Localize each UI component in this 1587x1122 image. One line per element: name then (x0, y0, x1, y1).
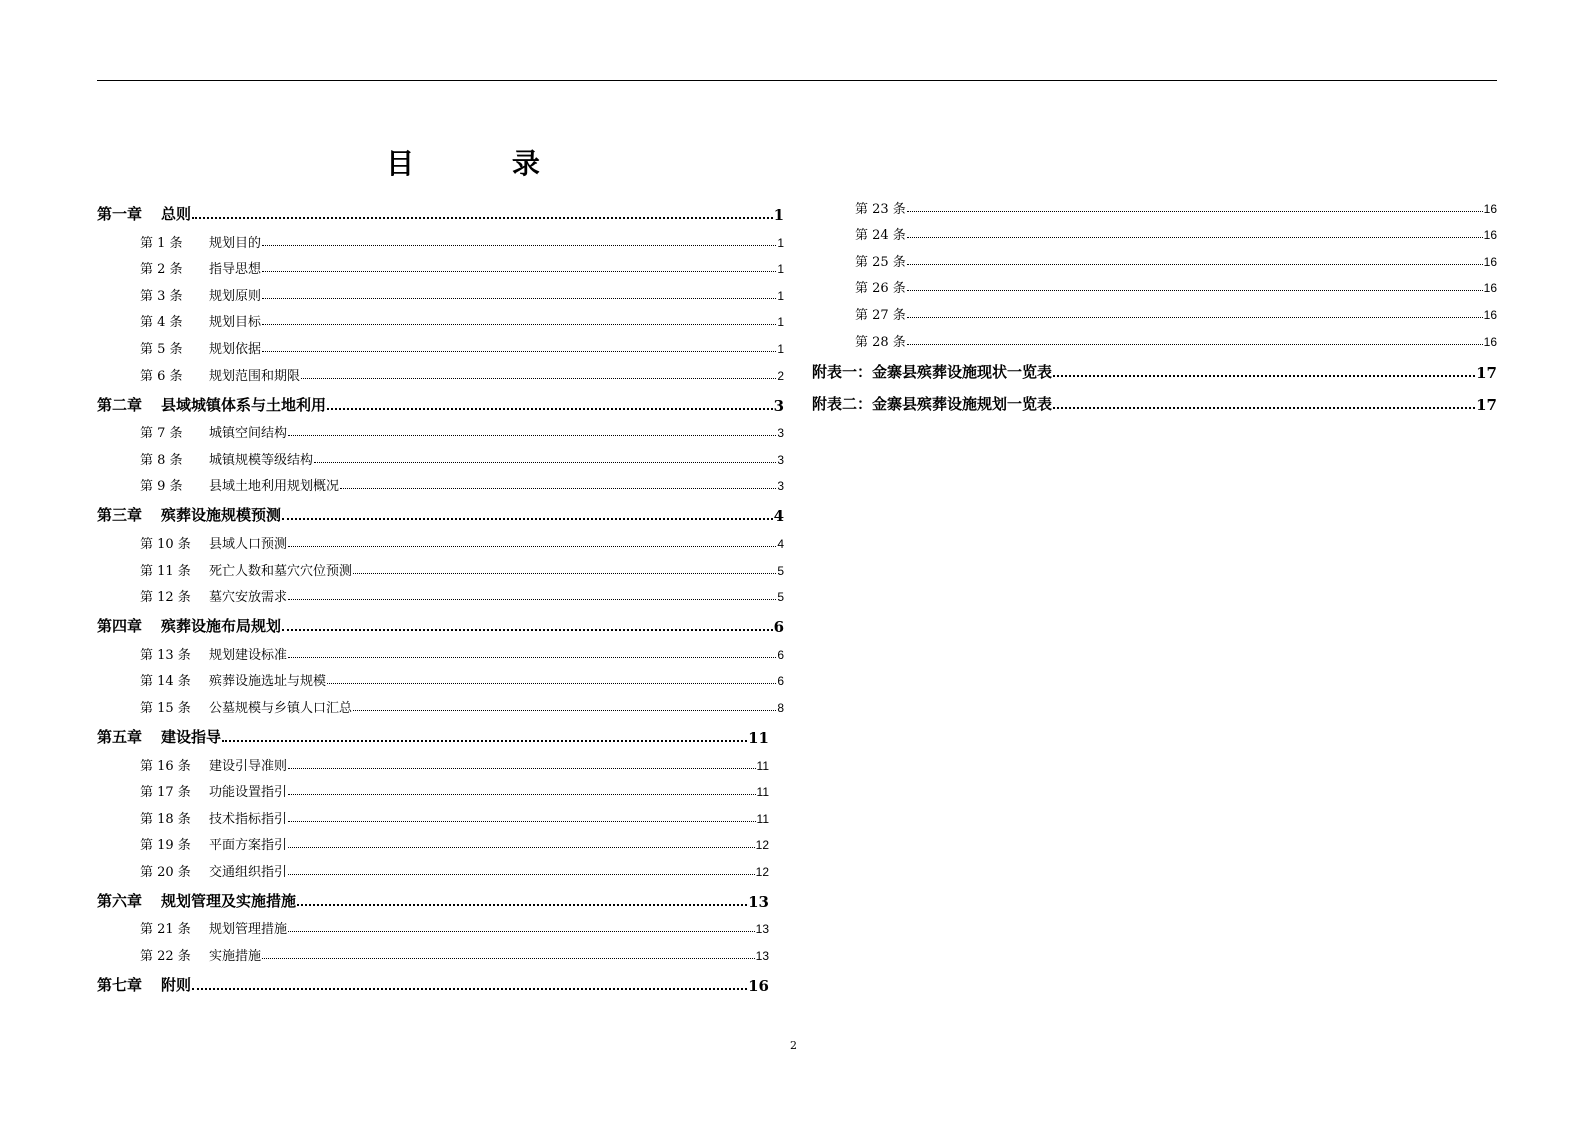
toc-entry-number: 第 18 条 (140, 811, 191, 827)
toc-entry-title: 交通组织指引 (209, 864, 288, 880)
dot-leader (282, 629, 773, 631)
toc-entry-number: 第 2 条 (140, 262, 183, 278)
toc-entry-page: 17 (1476, 363, 1497, 382)
toc-entry-page: 5 (777, 563, 784, 578)
toc-entry-number: 第六章 (97, 891, 143, 910)
toc-entry-page: 16 (1483, 228, 1497, 243)
toc-chapter-entry[interactable] (97, 608, 784, 636)
toc-entry-title: 县域人口预测 (209, 536, 288, 552)
toc-article-entry[interactable] (812, 296, 1497, 323)
dot-leader (288, 768, 756, 769)
toc-right-column (812, 190, 1497, 414)
dot-leader (327, 408, 773, 410)
dot-leader (353, 710, 776, 711)
toc-entry-number: 第 23 条 (855, 201, 906, 217)
toc-entry-page: 1 (777, 288, 784, 303)
toc-entry-title: 实施措施 (209, 949, 262, 965)
toc-article-entry[interactable] (97, 415, 784, 442)
toc-entry-page: 3 (777, 426, 784, 441)
toc-entry-page: 16 (748, 977, 769, 996)
dot-leader (297, 904, 747, 906)
toc-entry-page: 12 (755, 838, 769, 853)
toc-entry-title: 公墓规模与乡镇人口汇总 (209, 700, 353, 716)
dot-leader (288, 546, 776, 547)
toc-chapter-entry[interactable] (97, 719, 769, 747)
toc-chapter-entry[interactable] (97, 497, 784, 525)
toc-entry-title: 县域城镇体系与土地利用 (161, 395, 327, 414)
toc-entry-page: 1 (773, 206, 784, 224)
toc-entry-page: 2 (777, 368, 784, 383)
dot-leader (192, 217, 773, 219)
toc-entry-title: 墓穴安放需求 (209, 590, 288, 606)
dot-leader (262, 351, 776, 352)
dot-leader (1053, 407, 1475, 409)
toc-entry-title: 规划建设标准 (209, 647, 288, 663)
toc-entry-title: 规划管理措施 (209, 922, 288, 938)
toc-entry-title: 城镇规模等级结构 (209, 452, 314, 468)
toc-entry-number: 第四章 (97, 617, 143, 636)
toc-entry-page: 13 (748, 892, 769, 911)
toc-entry-page: 11 (756, 811, 769, 826)
toc-entry-number: 第 6 条 (140, 368, 183, 384)
toc-entry-number: 第五章 (97, 727, 143, 746)
toc-entry-page: 16 (1483, 334, 1497, 349)
dot-leader (301, 378, 776, 379)
toc-entry-page: 1 (777, 341, 784, 356)
toc-title: 目 录 (386, 147, 584, 180)
toc-entry-number: 第 3 条 (140, 288, 183, 304)
toc-entry-page: 16 (1483, 307, 1497, 322)
toc-article-entry[interactable] (97, 853, 769, 880)
dot-leader (192, 988, 747, 990)
dot-leader (288, 821, 756, 822)
toc-article-entry[interactable] (97, 441, 784, 468)
dot-leader (907, 264, 1483, 265)
toc-entry-number: 第 5 条 (140, 341, 183, 357)
dot-leader (907, 344, 1483, 345)
toc-entry-title: 死亡人数和墓穴穴位预测 (209, 563, 353, 579)
toc-entry-title: 平面方案指引 (209, 838, 288, 854)
toc-entry-title: 殡葬设施规模预测 (161, 506, 282, 525)
dot-leader (262, 324, 776, 325)
toc-entry-page: 6 (773, 618, 784, 637)
toc-article-entry[interactable] (97, 251, 784, 278)
dot-leader (1053, 375, 1475, 377)
toc-article-entry[interactable] (812, 190, 1497, 217)
dot-leader (314, 462, 776, 463)
toc-article-entry[interactable] (97, 552, 784, 579)
toc-entry-page: 8 (777, 700, 784, 715)
toc-article-entry[interactable] (812, 243, 1497, 270)
toc-article-entry[interactable] (97, 689, 784, 716)
toc-article-entry[interactable] (97, 747, 769, 774)
toc-article-entry[interactable] (97, 277, 784, 304)
toc-entry-number: 第 17 条 (140, 785, 191, 801)
toc-entry-number: 第 22 条 (140, 949, 191, 965)
dot-leader (288, 794, 756, 795)
toc-entry-number: 第 21 条 (140, 922, 191, 938)
toc-article-entry[interactable] (97, 663, 784, 690)
toc-chapter-entry[interactable] (97, 883, 769, 911)
toc-entry-title: 殡葬设施选址与规模 (209, 674, 327, 690)
dot-leader (262, 245, 776, 246)
toc-entry-number: 第 15 条 (140, 700, 191, 716)
toc-article-entry[interactable] (97, 937, 769, 964)
toc-entry-title: 功能设置指引 (209, 785, 288, 801)
toc-entry-page: 5 (777, 590, 784, 605)
toc-entry-number: 第 7 条 (140, 426, 183, 442)
toc-entry-number: 第一章 (97, 205, 143, 223)
toc-chapter-entry[interactable] (97, 967, 769, 995)
toc-chapter-entry[interactable] (97, 196, 784, 224)
toc-article-entry[interactable] (97, 800, 769, 827)
dot-leader (327, 683, 776, 684)
header-rule (97, 80, 1497, 81)
toc-entry-title: 总则 (161, 205, 192, 223)
toc-article-entry[interactable] (97, 525, 784, 552)
dot-leader (288, 599, 776, 600)
dot-leader (288, 874, 755, 875)
toc-entry-page: 13 (755, 949, 769, 964)
toc-article-entry[interactable] (812, 323, 1497, 350)
toc-appendix-entry[interactable] (812, 382, 1497, 414)
toc-entry-number: 第 9 条 (140, 479, 183, 495)
toc-article-entry[interactable] (97, 224, 784, 251)
toc-article-entry[interactable] (97, 579, 784, 606)
dot-leader (262, 298, 776, 299)
toc-entry-page: 3 (777, 479, 784, 494)
toc-entry-number: 第 20 条 (140, 864, 191, 880)
toc-entry-number: 第 26 条 (855, 281, 906, 297)
toc-entry-title: 建设引导准则 (209, 758, 288, 774)
toc-entry-number: 第七章 (97, 976, 143, 995)
dot-leader (907, 290, 1483, 291)
dot-leader (288, 435, 776, 436)
toc-entry-page: 4 (773, 507, 784, 526)
dot-leader (262, 271, 776, 272)
toc-entry-page: 12 (755, 864, 769, 879)
toc-left-column (97, 193, 784, 995)
toc-article-entry[interactable] (97, 911, 769, 938)
dot-leader (288, 931, 755, 932)
dot-leader (907, 317, 1483, 318)
toc-entry-number: 第 19 条 (140, 838, 191, 854)
toc-entry-number: 第 12 条 (140, 590, 191, 606)
toc-entry-number: 第 8 条 (140, 452, 183, 468)
toc-article-entry[interactable] (97, 330, 784, 357)
toc-entry-title: 建设指导 (161, 727, 222, 746)
dot-leader (340, 488, 776, 489)
toc-entry-page: 17 (1476, 395, 1497, 414)
toc-article-entry[interactable] (97, 468, 784, 495)
toc-entry-page: 6 (777, 674, 784, 689)
toc-entry-title: 城镇空间结构 (209, 426, 288, 442)
toc-entry-title: 规划管理及实施措施 (161, 891, 297, 910)
dot-leader (907, 237, 1483, 238)
toc-entry-number: 第 14 条 (140, 674, 191, 690)
toc-entry-page: 16 (1483, 201, 1497, 216)
toc-article-entry[interactable] (812, 270, 1497, 297)
toc-appendix-entry[interactable] (812, 350, 1497, 382)
toc-article-entry[interactable] (97, 827, 769, 854)
toc-entry-number: 第 4 条 (140, 315, 183, 331)
dot-leader (907, 211, 1483, 212)
toc-entry-title: 规划范围和期限 (209, 368, 301, 384)
dot-leader (282, 518, 773, 520)
toc-article-entry[interactable] (97, 357, 784, 384)
toc-entry-number: 第 13 条 (140, 647, 191, 663)
toc-entry-number: 第 11 条 (140, 563, 191, 579)
toc-article-entry[interactable] (97, 636, 784, 663)
toc-entry-title: 县域土地利用规划概况 (209, 479, 340, 495)
toc-entry-page: 16 (1483, 281, 1497, 296)
toc-entry-number: 第 16 条 (140, 758, 191, 774)
toc-entry-page: 4 (777, 536, 784, 551)
toc-entry-number: 第 10 条 (140, 536, 191, 552)
toc-entry-title: 规划原则 (209, 288, 262, 304)
toc-entry-title: 规划目标 (209, 315, 262, 331)
toc-entry-page: 11 (756, 758, 769, 773)
toc-entry-page: 6 (777, 647, 784, 662)
toc-entry-title: 规划依据 (209, 341, 262, 357)
toc-entry-title: 附表一：金寨县殡葬设施现状一览表 (812, 362, 1053, 381)
page-number: 2 (790, 1039, 797, 1052)
toc-entry-number: 第 27 条 (855, 307, 906, 323)
toc-article-entry[interactable] (97, 774, 769, 801)
toc-entry-number: 第二章 (97, 395, 143, 414)
toc-entry-page: 16 (1483, 254, 1497, 269)
toc-entry-page: 11 (756, 785, 769, 800)
toc-entry-page: 3 (777, 452, 784, 467)
toc-entry-number: 第 1 条 (140, 235, 183, 251)
toc-article-entry[interactable] (97, 304, 784, 331)
dot-leader (222, 740, 747, 742)
toc-entry-title: 附则 (161, 976, 192, 995)
toc-entry-page: 1 (777, 315, 784, 330)
toc-article-entry[interactable] (812, 217, 1497, 244)
dot-leader (262, 958, 755, 959)
toc-entry-title: 附表二：金寨县殡葬设施规划一览表 (812, 394, 1053, 413)
toc-entry-page: 13 (755, 922, 769, 937)
toc-entry-title: 指导思想 (209, 262, 262, 278)
dot-leader (288, 657, 776, 658)
toc-entry-page: 1 (777, 235, 784, 250)
toc-entry-number: 第 24 条 (855, 228, 906, 244)
dot-leader (353, 573, 776, 574)
toc-chapter-entry[interactable] (97, 387, 784, 415)
toc-entry-page: 11 (748, 728, 769, 747)
toc-entry-title: 殡葬设施布局规划 (161, 617, 282, 636)
toc-entry-number: 第三章 (97, 506, 143, 525)
toc-entry-title: 技术指标指引 (209, 811, 288, 827)
toc-entry-title: 规划目的 (209, 235, 262, 251)
toc-entry-number: 第 25 条 (855, 254, 906, 270)
toc-entry-page: 3 (773, 396, 784, 415)
toc-entry-number: 第 28 条 (855, 334, 906, 350)
dot-leader (288, 847, 755, 848)
toc-entry-page: 1 (777, 262, 784, 277)
